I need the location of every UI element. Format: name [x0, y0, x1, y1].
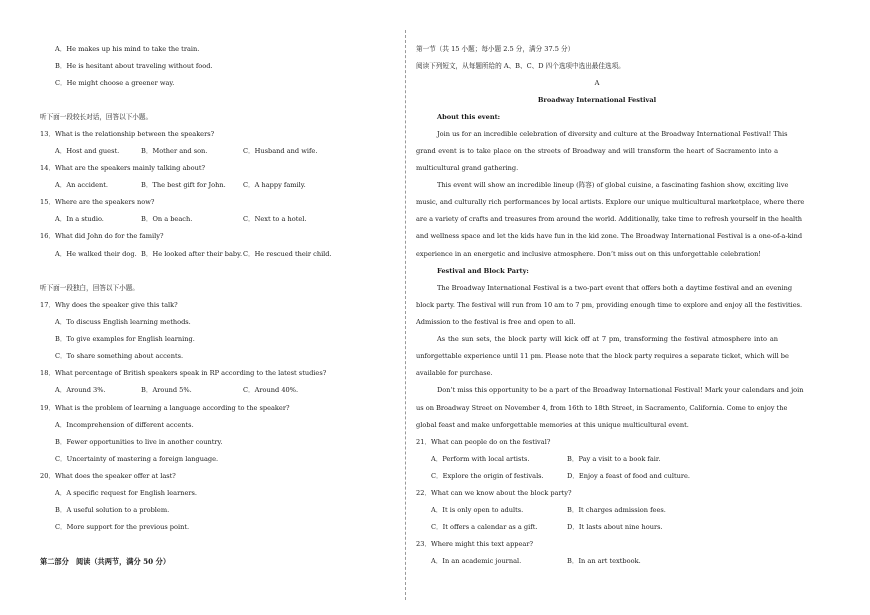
q13-stem: 13．What is the relationship between the speakers? [40, 130, 215, 138]
paragraph-line: are a variety of crafts and treasures from around the world. Additionally, take time to refresh yourself in the health [416, 215, 803, 223]
reading-instruction: 阅读下列短文，从每题所给的 A、B、C、D 四个选项中选出最佳选项。 [416, 62, 625, 70]
q13-option-c: C．Husband and wife. [243, 147, 318, 155]
q19-option-b: B．Fewer opportunities to live in another country. [55, 438, 223, 446]
q17-option-c: C．To share something about accents. [55, 352, 184, 360]
q15-option-b: B．On a beach. [141, 215, 193, 223]
q15-option-c: C．Next to a hotel. [243, 215, 307, 223]
heading-festival-block-party: Festival and Block Party: [437, 267, 529, 275]
q21-option-d: D．Enjoy a feast of food and culture. [567, 472, 690, 480]
q16-option-a: A．He walked their dog. [55, 250, 137, 258]
q23-option-b: B．In an art textbook. [567, 557, 641, 565]
paragraph-line: block party. The festival will run from 10 am to 7 pm, providing enough time to explore and enjoy all the festivities. [416, 301, 803, 309]
q20-stem: 20．What does the speaker offer at last? [40, 472, 176, 480]
q16-option-b: B．He looked after their baby. [141, 250, 243, 258]
q21-option-a: A．Perform with local artists. [431, 455, 530, 463]
q12-option-a: A．He makes up his mind to take the train. [55, 45, 200, 53]
q21-option-c: C．Explore the origin of festivals. [431, 472, 544, 480]
q21-option-b: B．Pay a visit to a book fair. [567, 455, 661, 463]
paragraph-line: The Broadway International Festival is a two-part event that offers both a daytime festival and an evening [437, 284, 793, 292]
q14-stem: 14．What are the speakers mainly talking about? [40, 164, 206, 172]
q19-option-a: A．Incomprehension of different accents. [55, 421, 194, 429]
q12-option-b: B．He is hesitant about traveling without food. [55, 62, 213, 70]
q13-option-b: B．Mother and son. [141, 147, 208, 155]
paragraph-line: experience in an energetic and inclusive atmosphere. Don’t miss out on this unforgettable celebration! [416, 250, 761, 258]
q17-option-b: B．To give examples for English learning. [55, 335, 195, 343]
q18-stem: 18．What percentage of British speakers speak in RP according to the latest studies? [40, 369, 327, 377]
paragraph-line: Join us for an incredible celebration of diversity and culture at the Broadway International Festival! This [437, 130, 788, 138]
q22-option-c: C．It offers a calendar as a gift. [431, 523, 538, 531]
paragraph-line: Don’t miss this opportunity to be a part of the Broadway International Festival! Mark your calendars and join [437, 386, 804, 394]
paragraph-line: unforgettable experience until 11 pm. Please note that the block party requires a separate ticket, which will be [416, 352, 789, 360]
q16-stem: 16．What did John do for the family? [40, 232, 164, 240]
q18-option-c: C．Around 40%. [243, 386, 299, 394]
paragraph-line: This event will show an incredible lineup (阵容) of global cuisine, a fascinating fashion show, exciting live [437, 181, 789, 189]
heading-about-event: About this event: [437, 113, 501, 121]
passage-letter: A [594, 79, 600, 87]
q13-option-a: A．Host and guest. [55, 147, 120, 155]
q17-stem: 17．Why does the speaker give this talk? [40, 301, 178, 309]
part-two-heading: 第二部分 阅读（共两节，满分 50 分） [40, 557, 171, 566]
column-divider [405, 30, 406, 600]
q19-stem: 19．What is the problem of learning a language according to the speaker? [40, 404, 290, 412]
q23-stem: 23．Where might this text appear? [416, 540, 534, 548]
q20-option-a: A．A specific request for English learners. [55, 489, 198, 497]
paragraph-line: music, and culturally rich performances by local artists. Explore our unique multicultural marketplace, where there [416, 198, 805, 206]
paragraph-line: available for purchase. [416, 369, 493, 377]
paragraph-line: global feast and make unforgettable memories at this unique multicultural event. [416, 421, 689, 429]
q18-option-b: B．Around 5%. [141, 386, 192, 394]
q23-option-a: A．In an academic journal. [431, 557, 522, 565]
q15-stem: 15．Where are the speakers now? [40, 198, 155, 206]
paragraph-line: As the sun sets, the block party will kick off at 7 pm, transforming the festival atmosphere into an [437, 335, 778, 343]
section-instruction-monologue: 听下面一段独白，回答以下小题。 [40, 284, 139, 292]
q22-stem: 22．What can we know about the block party? [416, 489, 572, 497]
paragraph-line: multicultural grand gathering. [416, 164, 519, 172]
section-instruction-long-dialogue: 听下面一段较长对话，回答以下小题。 [40, 113, 153, 121]
passage-title: Broadway International Festival [537, 96, 657, 104]
q12-option-c: C．He might choose a greener way. [55, 79, 175, 87]
paragraph-line: us on Broadway Street on November 4, from 16th to 18th Street, in Sacramento, California. Come to enjoy the [416, 404, 788, 412]
paragraph-line: and wellness space and let the kids have fun in the kid zone. The Broadway International Festival is a one-of-a-kind [416, 232, 803, 240]
q15-option-a: A．In a studio. [55, 215, 104, 223]
q22-option-a: A．It is only open to adults. [431, 506, 524, 514]
q21-stem: 21．What can people do on the festival? [416, 438, 551, 446]
paragraph-line: Admission to the festival is free and open to all. [416, 318, 576, 326]
paragraph-line: grand event is to take place on the streets of Broadway and will transform the heart of Sacramento into a [416, 147, 778, 155]
q17-option-a: A．To discuss English learning methods. [55, 318, 191, 326]
q19-option-c: C．Uncertainty of mastering a foreign language. [55, 455, 219, 463]
q16-option-c: C．He rescued their child. [243, 250, 332, 258]
q14-option-a: A．An accident. [55, 181, 109, 189]
q18-option-a: A．Around 3%. [55, 386, 106, 394]
section-one-heading: 第一节（共 15 小题；每小题 2.5 分，满分 37.5 分） [416, 45, 575, 53]
q20-option-b: B．A useful solution to a problem. [55, 506, 170, 514]
q20-option-c: C．More support for the previous point. [55, 523, 190, 531]
q14-option-c: C．A happy family. [243, 181, 306, 189]
q22-option-b: B．It charges admission fees. [567, 506, 666, 514]
q14-option-b: B．The best gift for John. [141, 181, 226, 189]
q22-option-d: D．It lasts about nine hours. [567, 523, 663, 531]
